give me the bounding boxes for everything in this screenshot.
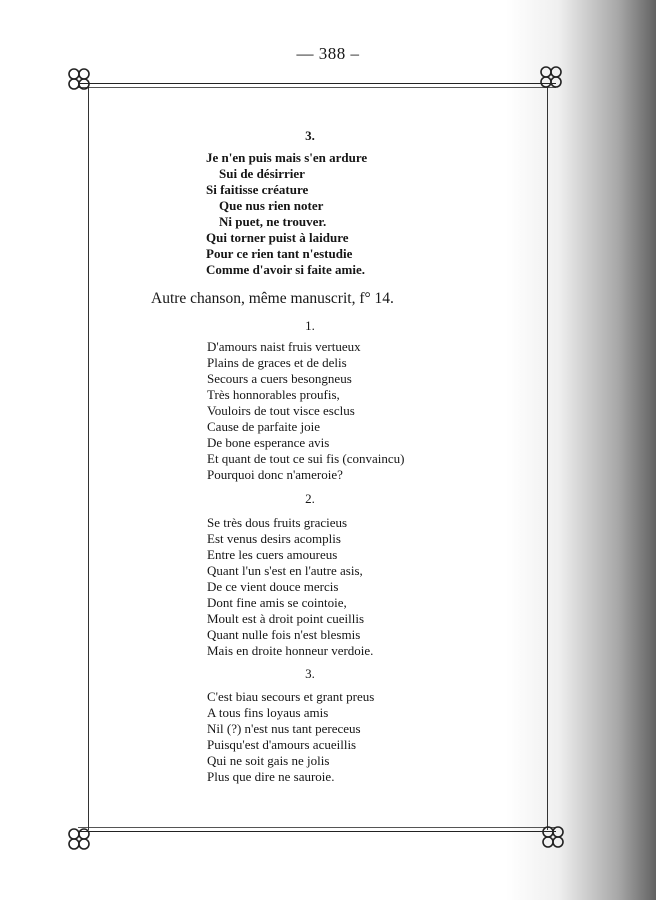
page-number: — 388 – — [296, 44, 360, 63]
frame-top-rule — [78, 83, 556, 84]
stanza-number: 3. — [305, 666, 315, 681]
verse-line: Si faitisse créature — [206, 182, 309, 197]
verse-line: Plus que dire ne sauroie. — [207, 769, 335, 784]
verse-line: Pourquoi donc n'ameroie? — [207, 467, 343, 482]
verse-line: Sui de désirrier — [219, 166, 305, 181]
verse-line: Secours a cuers besongneus — [207, 371, 352, 386]
verse-line: Pour ce rien tant n'estudie — [206, 246, 353, 261]
song-heading: Autre chanson, même manuscrit, f° 14. — [151, 290, 394, 307]
corner-ornament-icon — [66, 826, 92, 852]
stanza-number: 1. — [305, 318, 315, 333]
corner-ornament-icon — [540, 824, 566, 850]
verse-line: Puisqu'est d'amours acueillis — [207, 737, 357, 752]
verse-line: Cause de parfaite joie — [207, 419, 320, 434]
verse-line: C'est biau secours et grant preus — [207, 689, 375, 704]
verse-line: Quant l'un s'est en l'autre asis, — [207, 563, 363, 578]
stanza-number: 2. — [305, 491, 315, 506]
verse-line: Entre les cuers amoureus — [207, 547, 338, 562]
verse-line: Vouloirs de tout visce esclus — [207, 403, 355, 418]
verse-line: D'amours naist fruis vertueux — [207, 339, 361, 354]
corner-ornament-icon — [538, 64, 564, 90]
verse-line: Est venus desirs acomplis — [207, 531, 341, 546]
verse-line: Je n'en puis mais s'en ardure — [206, 150, 368, 165]
stanza-number: 3. — [305, 128, 315, 143]
verse-line: Que nus rien noter — [219, 198, 324, 213]
frame-bottom-rule — [78, 831, 556, 832]
verse-line: Comme d'avoir si faite amie. — [206, 262, 365, 277]
verse-line: Plains de graces et de delis — [207, 355, 347, 370]
verse-line: Qui ne soit gais ne jolis — [207, 753, 330, 768]
verse-line: Ni puet, ne trouver. — [219, 214, 327, 229]
corner-ornament-icon — [66, 66, 92, 92]
verse-line: Dont fine amis se cointoie, — [207, 595, 347, 610]
verse-line: Qui torner puist à laidure — [206, 230, 349, 245]
verse-line: De ce vient douce mercis — [207, 579, 339, 594]
verse-line: Nil (?) n'est nus tant pereceus — [207, 721, 361, 736]
verse-line: Mais en droite honneur verdoie. — [207, 643, 374, 658]
verse-line: Très honnorables proufis, — [207, 387, 340, 402]
verse-line: Quant nulle fois n'est blesmis — [207, 627, 361, 642]
verse-line: A tous fins loyaus amis — [207, 705, 329, 720]
verse-line: Et quant de tout ce sui fis (convaincu) — [207, 451, 405, 466]
verse-line: Moult est à droit point cueillis — [207, 611, 365, 626]
verse-line: Se très dous fruits gracieus — [207, 515, 348, 530]
verse-line: De bone esperance avis — [207, 435, 330, 450]
